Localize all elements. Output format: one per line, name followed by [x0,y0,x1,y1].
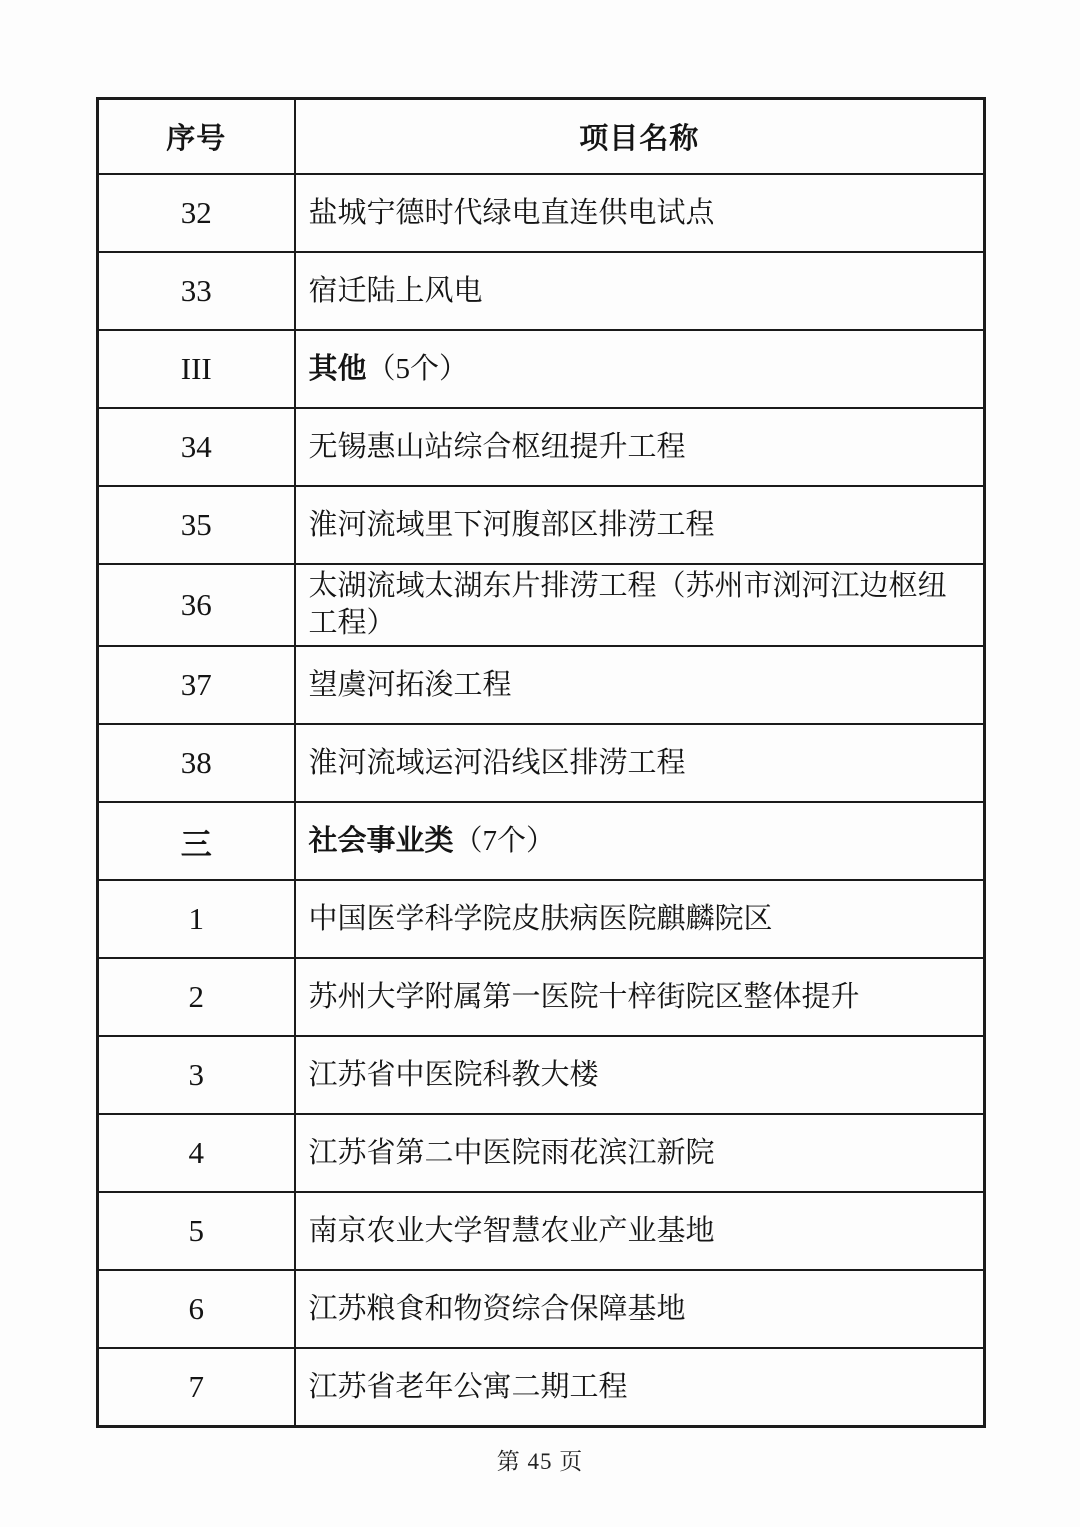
section-row [98,802,985,880]
project-name-cell: 宿迁陆上风电 [295,252,985,330]
row-number-cell: 35 [98,486,295,564]
row-number-cell: 33 [98,252,295,330]
section-row [98,330,985,408]
project-name-cell: 无锡惠山站综合枢纽提升工程 [295,408,985,486]
table-row [98,174,985,252]
project-name-cell: 太湖流域太湖东片排涝工程（苏州市浏河江边枢纽工程） [295,564,985,646]
project-name-cell: 望虞河拓浚工程 [295,646,985,724]
project-name-cell: 江苏省中医院科教大楼 [295,1036,985,1114]
row-number-cell: 4 [98,1114,295,1192]
table-row [98,724,985,802]
table-row [98,1036,985,1114]
section-title: 社会事业类 [308,824,454,857]
project-table-body [98,174,985,1427]
row-number-cell: 三 [98,802,295,880]
project-name-cell: 南京农业大学智慧农业产业基地 [295,1192,985,1270]
column-header-project-name: 项目名称 [295,99,985,175]
row-number-cell: 2 [98,958,295,1036]
section-count: （7个） [453,824,556,857]
page-number-footer: 第 45 页 [496,1449,584,1474]
table-row [98,1192,985,1270]
table-row [98,408,985,486]
project-name-cell [295,330,985,408]
table-row [98,646,985,724]
table-row [98,486,985,564]
section-title: 其他 [308,352,367,385]
project-name-cell [295,802,985,880]
column-header-serial-number: 序号 [98,99,295,175]
row-number-cell: 36 [98,564,295,646]
project-name-cell: 苏州大学附属第一医院十梓街院区整体提升 [295,958,985,1036]
row-number-cell: 5 [98,1192,295,1270]
row-number-cell: 7 [98,1348,295,1427]
project-name-cell: 江苏粮食和物资综合保障基地 [295,1270,985,1348]
section-count: （5个） [366,352,469,385]
row-number-cell: 37 [98,646,295,724]
table-row [98,1270,985,1348]
row-number-cell: 6 [98,1270,295,1348]
row-number-cell: 38 [98,724,295,802]
table-row [98,1348,985,1427]
table-row [98,564,985,646]
row-number-cell: 34 [98,408,295,486]
project-name-cell: 中国医学科学院皮肤病医院麒麟院区 [295,880,985,958]
row-number-cell: III [98,330,295,408]
table-row [98,252,985,330]
row-number-cell: 3 [98,1036,295,1114]
row-number-cell: 32 [98,174,295,252]
table-row [98,1114,985,1192]
project-name-cell: 江苏省第二中医院雨花滨江新院 [295,1114,985,1192]
project-name-cell: 淮河流域运河沿线区排涝工程 [295,724,985,802]
project-table [96,97,986,1428]
row-number-cell: 1 [98,880,295,958]
table-header-row [98,99,985,175]
project-name-cell: 淮河流域里下河腹部区排涝工程 [295,486,985,564]
table-row [98,880,985,958]
project-name-cell: 盐城宁德时代绿电直连供电试点 [295,174,985,252]
project-name-cell: 江苏省老年公寓二期工程 [295,1348,985,1427]
table-row [98,958,985,1036]
